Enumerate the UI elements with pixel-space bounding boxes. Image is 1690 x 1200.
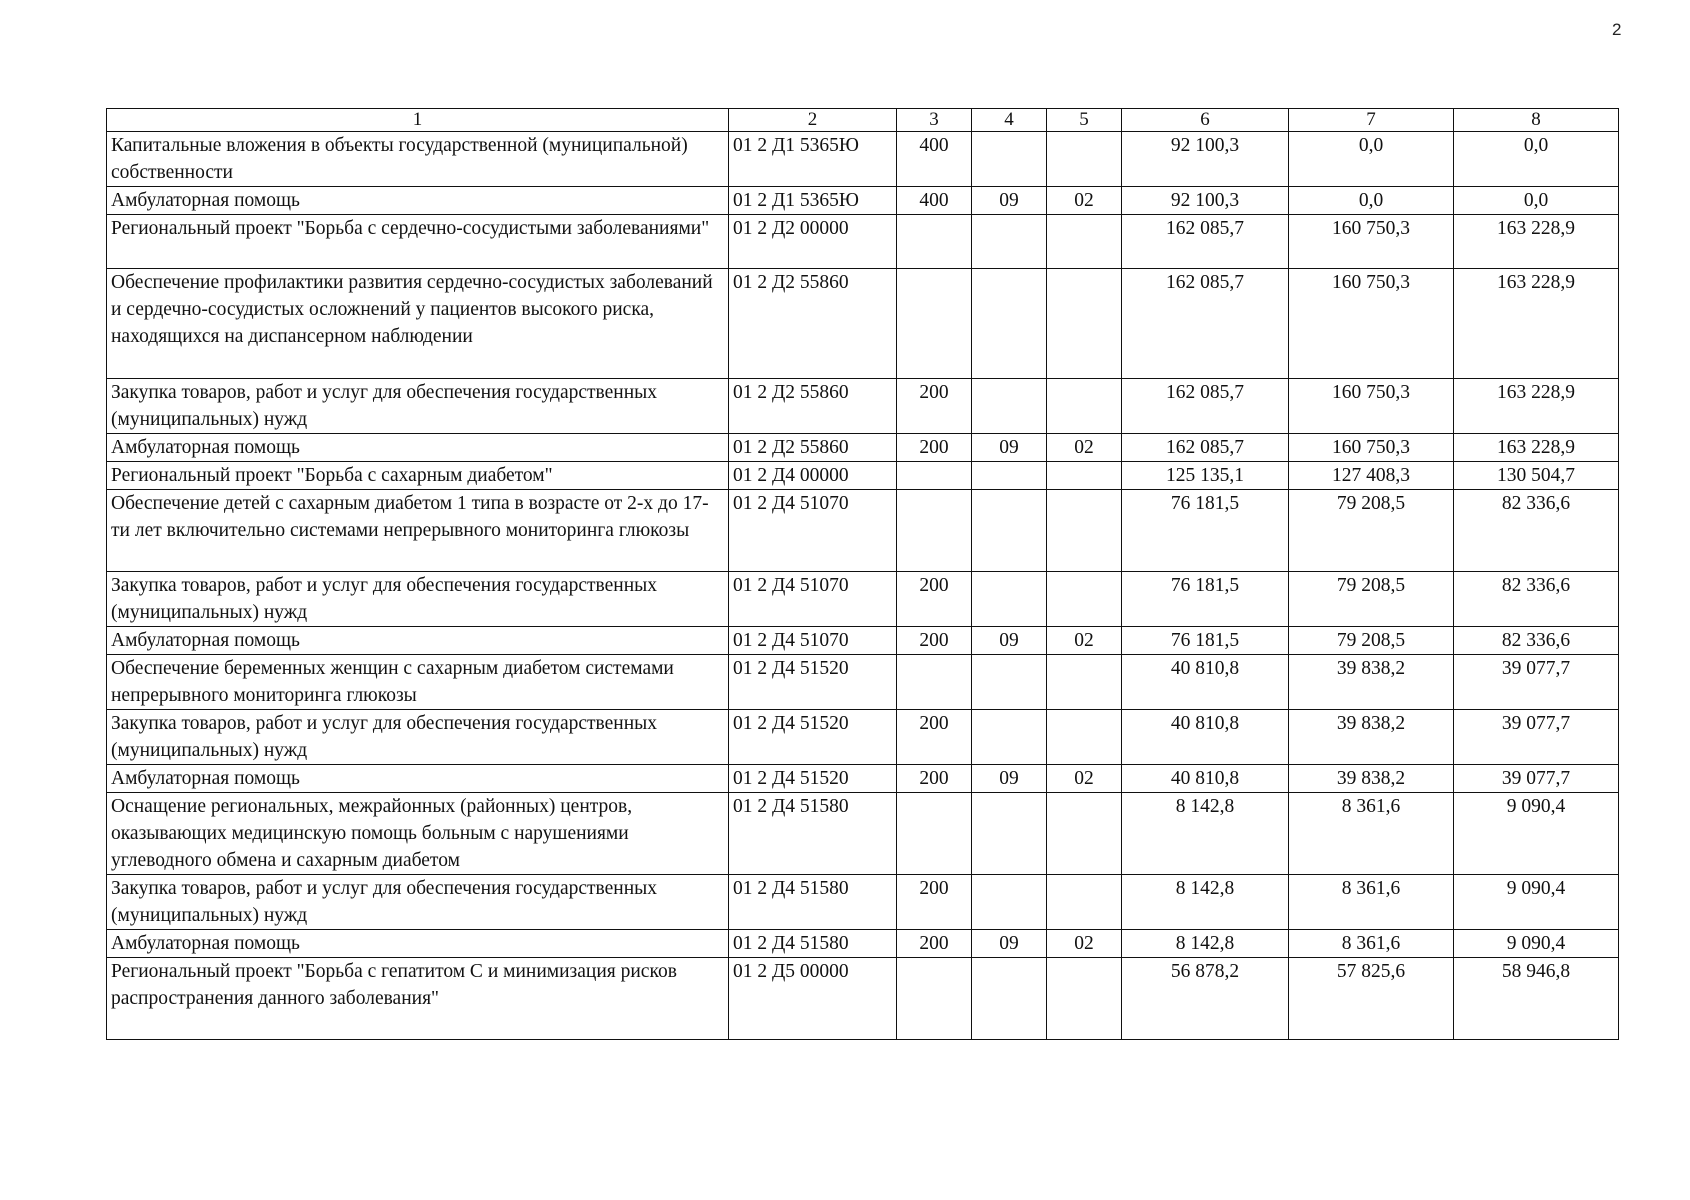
table-row: [107, 627, 1619, 655]
amount-year-1-cell: 162 085,7: [1122, 434, 1289, 462]
target-article-code-cell: 01 2 Д1 5365Ю: [729, 132, 897, 187]
column-number: 2: [729, 109, 897, 132]
amount-year-3-cell: 9 090,4: [1454, 793, 1619, 875]
section-cell: [972, 572, 1047, 627]
amount-year-3-cell: 39 077,7: [1454, 765, 1619, 793]
table-row: [107, 490, 1619, 572]
section-cell: [972, 655, 1047, 710]
amount-year-3-cell: 0,0: [1454, 132, 1619, 187]
table-row: [107, 215, 1619, 269]
column-number: 5: [1047, 109, 1122, 132]
row-name-cell: Обеспечение детей с сахарным диабетом 1 типа в возрасте от 2-х до 17-ти лет включительно системами непрерывного мониторинга глюкозы: [107, 490, 729, 572]
amount-year-3-cell: 39 077,7: [1454, 710, 1619, 765]
subsection-cell: [1047, 572, 1122, 627]
column-number: 4: [972, 109, 1047, 132]
amount-year-3-cell: 82 336,6: [1454, 572, 1619, 627]
expense-type-cell: 200: [897, 572, 972, 627]
amount-year-3-cell: 39 077,7: [1454, 655, 1619, 710]
section-cell: 09: [972, 765, 1047, 793]
section-cell: [972, 958, 1047, 1040]
target-article-code-cell: 01 2 Д4 51580: [729, 793, 897, 875]
expense-type-cell: [897, 462, 972, 490]
subsection-cell: [1047, 490, 1122, 572]
amount-year-2-cell: 39 838,2: [1289, 765, 1454, 793]
target-article-code-cell: 01 2 Д1 5365Ю: [729, 187, 897, 215]
amount-year-2-cell: 127 408,3: [1289, 462, 1454, 490]
amount-year-3-cell: 163 228,9: [1454, 215, 1619, 269]
table-row: [107, 572, 1619, 627]
amount-year-3-cell: 82 336,6: [1454, 490, 1619, 572]
amount-year-3-cell: 82 336,6: [1454, 627, 1619, 655]
row-name-cell: Амбулаторная помощь: [107, 627, 729, 655]
row-name-cell: Обеспечение профилактики развития сердечно-сосудистых заболеваний и сердечно-сосудистых осложнений у пациентов высокого риска, находящихся на диспансерном наблюдении: [107, 269, 729, 379]
subsection-cell: [1047, 958, 1122, 1040]
row-name-cell: Закупка товаров, работ и услуг для обеспечения государственных (муниципальных) нужд: [107, 379, 729, 434]
amount-year-2-cell: 57 825,6: [1289, 958, 1454, 1040]
amount-year-1-cell: 40 810,8: [1122, 765, 1289, 793]
section-cell: [972, 379, 1047, 434]
target-article-code-cell: 01 2 Д4 00000: [729, 462, 897, 490]
table-row: [107, 765, 1619, 793]
expense-type-cell: [897, 269, 972, 379]
target-article-code-cell: 01 2 Д5 00000: [729, 958, 897, 1040]
expense-type-cell: 400: [897, 132, 972, 187]
amount-year-2-cell: 39 838,2: [1289, 655, 1454, 710]
section-cell: 09: [972, 187, 1047, 215]
amount-year-1-cell: 40 810,8: [1122, 655, 1289, 710]
column-number: 8: [1454, 109, 1619, 132]
subsection-cell: [1047, 793, 1122, 875]
column-number: 1: [107, 109, 729, 132]
expense-type-cell: 200: [897, 765, 972, 793]
amount-year-1-cell: 92 100,3: [1122, 187, 1289, 215]
section-cell: [972, 215, 1047, 269]
amount-year-3-cell: 163 228,9: [1454, 434, 1619, 462]
amount-year-1-cell: 8 142,8: [1122, 793, 1289, 875]
amount-year-1-cell: 162 085,7: [1122, 215, 1289, 269]
table-row: [107, 793, 1619, 875]
row-name-cell: Обеспечение беременных женщин с сахарным диабетом системами непрерывного мониторинга глюкозы: [107, 655, 729, 710]
column-number: 7: [1289, 109, 1454, 132]
section-cell: [972, 462, 1047, 490]
amount-year-1-cell: 8 142,8: [1122, 875, 1289, 930]
section-cell: [972, 269, 1047, 379]
section-cell: 09: [972, 930, 1047, 958]
section-cell: [972, 132, 1047, 187]
amount-year-3-cell: 163 228,9: [1454, 269, 1619, 379]
target-article-code-cell: 01 2 Д2 00000: [729, 215, 897, 269]
amount-year-2-cell: 79 208,5: [1289, 490, 1454, 572]
expense-type-cell: [897, 215, 972, 269]
table-body: [107, 109, 1619, 1040]
expense-type-cell: 200: [897, 627, 972, 655]
subsection-cell: 02: [1047, 930, 1122, 958]
row-name-cell: Закупка товаров, работ и услуг для обеспечения государственных (муниципальных) нужд: [107, 710, 729, 765]
target-article-code-cell: 01 2 Д4 51580: [729, 930, 897, 958]
amount-year-2-cell: 160 750,3: [1289, 379, 1454, 434]
target-article-code-cell: 01 2 Д2 55860: [729, 269, 897, 379]
expense-type-cell: [897, 655, 972, 710]
amount-year-3-cell: 9 090,4: [1454, 875, 1619, 930]
page-number: 2: [1612, 20, 1622, 39]
amount-year-1-cell: 40 810,8: [1122, 710, 1289, 765]
row-name-cell: Закупка товаров, работ и услуг для обеспечения государственных (муниципальных) нужд: [107, 875, 729, 930]
amount-year-2-cell: 160 750,3: [1289, 215, 1454, 269]
row-name-cell: Оснащение региональных, межрайонных (районных) центров, оказывающих медицинскую помощь больным с нарушениями углеводного обмена и сахарным диабетом: [107, 793, 729, 875]
target-article-code-cell: 01 2 Д4 51520: [729, 655, 897, 710]
section-cell: [972, 793, 1047, 875]
subsection-cell: [1047, 379, 1122, 434]
amount-year-3-cell: 9 090,4: [1454, 930, 1619, 958]
expense-type-cell: 200: [897, 875, 972, 930]
amount-year-1-cell: 76 181,5: [1122, 490, 1289, 572]
target-article-code-cell: 01 2 Д4 51070: [729, 572, 897, 627]
subsection-cell: [1047, 875, 1122, 930]
amount-year-2-cell: 160 750,3: [1289, 269, 1454, 379]
amount-year-3-cell: 163 228,9: [1454, 379, 1619, 434]
row-name-cell: Амбулаторная помощь: [107, 187, 729, 215]
column-number: 6: [1122, 109, 1289, 132]
subsection-cell: [1047, 655, 1122, 710]
section-cell: 09: [972, 627, 1047, 655]
table-row: [107, 269, 1619, 379]
amount-year-2-cell: 79 208,5: [1289, 572, 1454, 627]
amount-year-1-cell: 92 100,3: [1122, 132, 1289, 187]
table-row: [107, 462, 1619, 490]
amount-year-1-cell: 76 181,5: [1122, 572, 1289, 627]
table-row: [107, 132, 1619, 187]
target-article-code-cell: 01 2 Д2 55860: [729, 434, 897, 462]
row-name-cell: Амбулаторная помощь: [107, 930, 729, 958]
section-cell: [972, 875, 1047, 930]
target-article-code-cell: 01 2 Д4 51580: [729, 875, 897, 930]
subsection-cell: 02: [1047, 187, 1122, 215]
row-name-cell: Амбулаторная помощь: [107, 765, 729, 793]
amount-year-2-cell: 8 361,6: [1289, 930, 1454, 958]
row-name-cell: Региональный проект "Борьба с гепатитом С и минимизация рисков распространения данного заболевания": [107, 958, 729, 1040]
expense-type-cell: [897, 490, 972, 572]
amount-year-2-cell: 79 208,5: [1289, 627, 1454, 655]
table-row: [107, 434, 1619, 462]
row-name-cell: Региональный проект "Борьба с сердечно-сосудистыми заболеваниями": [107, 215, 729, 269]
subsection-cell: 02: [1047, 765, 1122, 793]
target-article-code-cell: 01 2 Д4 51520: [729, 710, 897, 765]
amount-year-1-cell: 56 878,2: [1122, 958, 1289, 1040]
table-row: [107, 930, 1619, 958]
amount-year-2-cell: 8 361,6: [1289, 875, 1454, 930]
subsection-cell: [1047, 215, 1122, 269]
table-row: [107, 875, 1619, 930]
subsection-cell: 02: [1047, 434, 1122, 462]
row-name-cell: Закупка товаров, работ и услуг для обеспечения государственных (муниципальных) нужд: [107, 572, 729, 627]
section-cell: 09: [972, 434, 1047, 462]
expense-type-cell: 200: [897, 379, 972, 434]
target-article-code-cell: 01 2 Д4 51520: [729, 765, 897, 793]
expense-type-cell: 200: [897, 710, 972, 765]
expense-type-cell: [897, 958, 972, 1040]
amount-year-3-cell: 130 504,7: [1454, 462, 1619, 490]
amount-year-1-cell: 125 135,1: [1122, 462, 1289, 490]
table-row: [107, 187, 1619, 215]
column-number-row: [107, 109, 1619, 132]
row-name-cell: Капитальные вложения в объекты государственной (муниципальной) собственности: [107, 132, 729, 187]
column-number: 3: [897, 109, 972, 132]
table-row: [107, 379, 1619, 434]
expense-type-cell: [897, 793, 972, 875]
amount-year-2-cell: 160 750,3: [1289, 434, 1454, 462]
subsection-cell: [1047, 462, 1122, 490]
target-article-code-cell: 01 2 Д4 51070: [729, 490, 897, 572]
table-row: [107, 655, 1619, 710]
section-cell: [972, 710, 1047, 765]
row-name-cell: Амбулаторная помощь: [107, 434, 729, 462]
amount-year-2-cell: 0,0: [1289, 187, 1454, 215]
subsection-cell: [1047, 269, 1122, 379]
amount-year-2-cell: 8 361,6: [1289, 793, 1454, 875]
table-row: [107, 958, 1619, 1040]
subsection-cell: [1047, 132, 1122, 187]
amount-year-3-cell: 0,0: [1454, 187, 1619, 215]
row-name-cell: Региональный проект "Борьба с сахарным диабетом": [107, 462, 729, 490]
amount-year-2-cell: 0,0: [1289, 132, 1454, 187]
target-article-code-cell: 01 2 Д2 55860: [729, 379, 897, 434]
budget-table: [106, 108, 1619, 1040]
amount-year-1-cell: 162 085,7: [1122, 379, 1289, 434]
target-article-code-cell: 01 2 Д4 51070: [729, 627, 897, 655]
table-row: [107, 710, 1619, 765]
subsection-cell: 02: [1047, 627, 1122, 655]
subsection-cell: [1047, 710, 1122, 765]
amount-year-1-cell: 76 181,5: [1122, 627, 1289, 655]
amount-year-1-cell: 8 142,8: [1122, 930, 1289, 958]
amount-year-1-cell: 162 085,7: [1122, 269, 1289, 379]
amount-year-3-cell: 58 946,8: [1454, 958, 1619, 1040]
amount-year-2-cell: 39 838,2: [1289, 710, 1454, 765]
expense-type-cell: 200: [897, 930, 972, 958]
section-cell: [972, 490, 1047, 572]
expense-type-cell: 200: [897, 434, 972, 462]
expense-type-cell: 400: [897, 187, 972, 215]
